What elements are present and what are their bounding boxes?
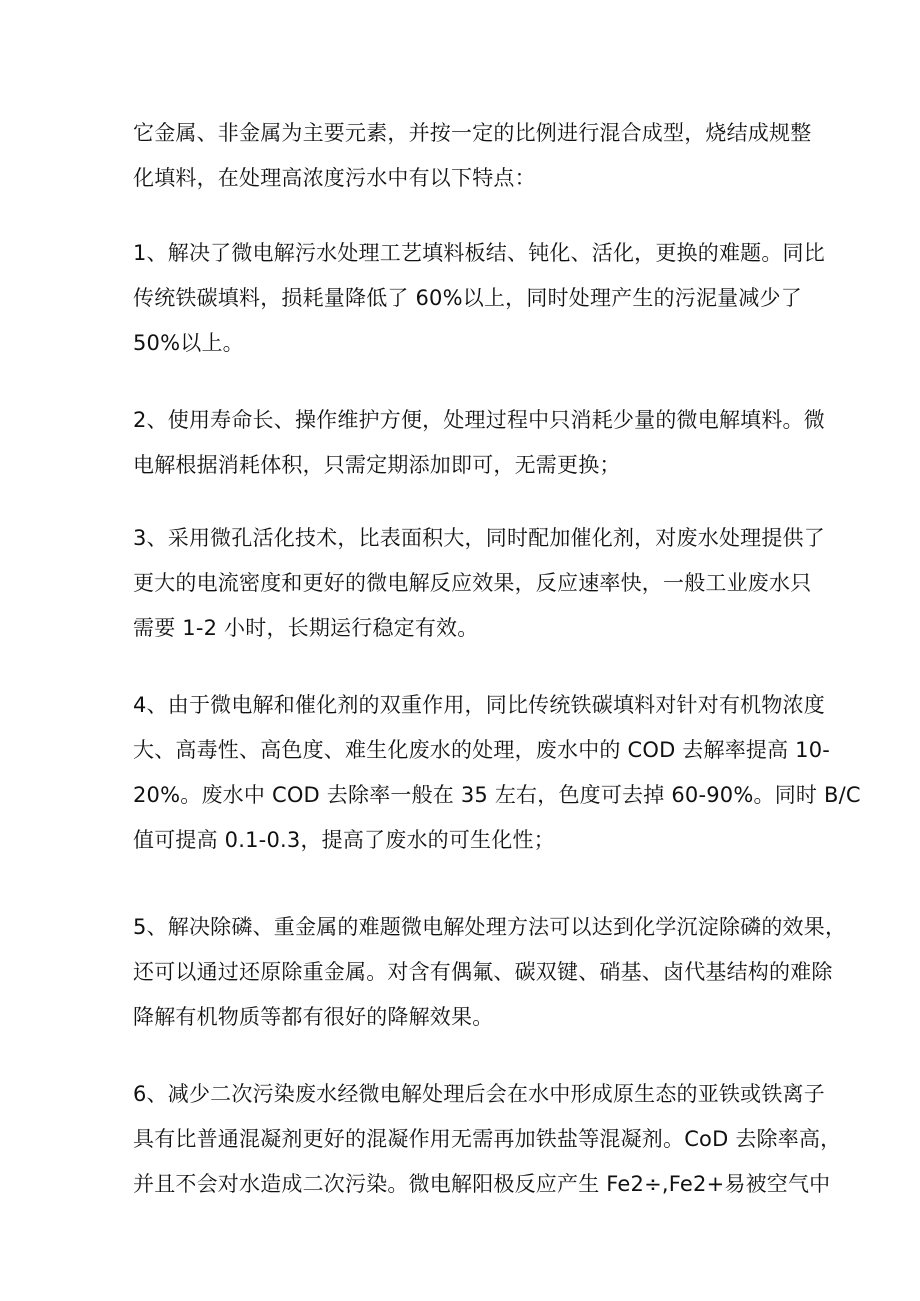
text-line: 传统铁碳填料，损耗量降低了 60%以上，同时处理产生的污泥量减少了 — [133, 286, 802, 310]
text-line: 3、采用微孔活化技术，比表面积大，同时配加催化剂，对废水处理提供了 — [133, 526, 825, 550]
paragraph-point-4 — [133, 683, 861, 863]
paragraph-point-2 — [133, 398, 825, 488]
text-line: 2、使用寿命长、操作维护方便，处理过程中只消耗少量的微电解填料。微 — [133, 408, 825, 432]
paragraph-point-6 — [133, 1072, 842, 1207]
paragraph-intro — [133, 111, 813, 201]
text-line: 50%以上。 — [133, 331, 244, 355]
text-line: 化填料，在处理高浓度污水中有以下特点： — [133, 166, 536, 190]
text-line: 它金属、非金属为主要元素，并按一定的比例进行混合成型，烧结成规整 — [133, 121, 812, 145]
text-line: 更大的电流密度和更好的微电解反应效果，反应速率快，一般工业废水只 — [133, 571, 812, 595]
text-line: 具有比普通混凝剂更好的混凝作用无需再加铁盐等混凝剂。CoD 去除率高， — [133, 1127, 842, 1151]
text-line: 5、解决除磷、重金属的难题微电解处理方法可以达到化学沉淀除磷的效果， — [133, 915, 847, 939]
text-line: 需要 1-2 小时，长期运行稳定有效。 — [133, 616, 479, 640]
text-line: 值可提高 0.1-0.3，提高了废水的可生化性； — [133, 828, 555, 852]
text-line: 电解根据消耗体积，只需定期添加即可，无需更换； — [133, 453, 621, 477]
text-line: 20%。废水中 COD 去除率一般在 35 左右，色度可去掉 60-90%。同时 B/C — [133, 783, 861, 807]
text-line: 并且不会对水造成二次污染。微电解阳极反应产生 Fe2÷,Fe2+易被空气中 — [133, 1172, 831, 1196]
text-line: 1、解决了微电解污水处理工艺填料板结、钝化、活化，更换的难题。同比 — [133, 241, 825, 265]
paragraph-point-3 — [133, 516, 825, 651]
text-line: 大、高毒性、高色度、难生化废水的处理，废水中的 COD 去解率提高 10- — [133, 738, 831, 762]
text-line: 还可以通过还原除重金属。对含有偶氟、碳双键、硝基、卤代基结构的难除 — [133, 960, 833, 984]
text-line: 降解有机物质等都有很好的降解效果。 — [133, 1005, 494, 1029]
paragraph-point-1 — [133, 231, 825, 366]
paragraph-point-5 — [133, 905, 847, 1040]
text-line: 6、减少二次污染废水经微电解处理后会在水中形成原生态的亚铁或铁离子 — [133, 1082, 825, 1106]
text-line: 4、由于微电解和催化剂的双重作用，同比传统铁碳填料对针对有机物浓度 — [133, 693, 825, 717]
